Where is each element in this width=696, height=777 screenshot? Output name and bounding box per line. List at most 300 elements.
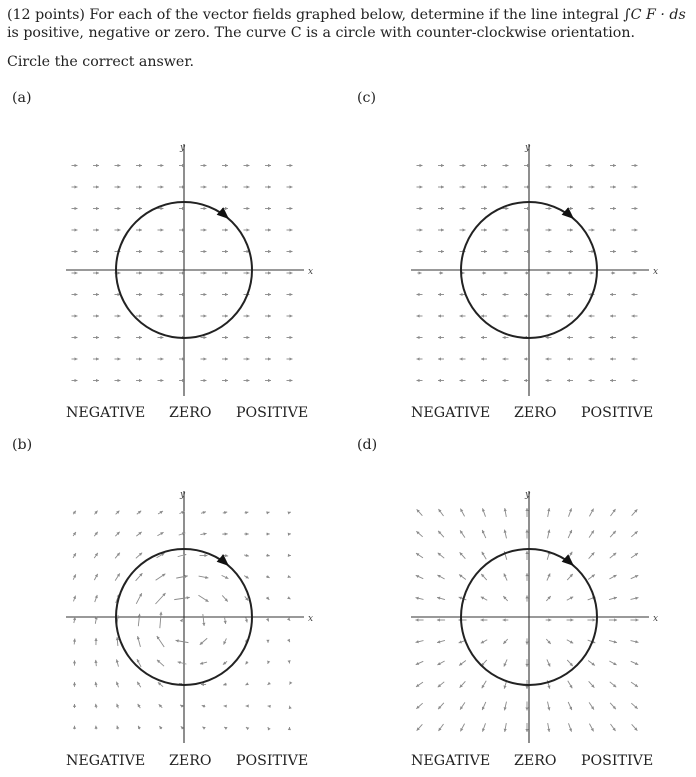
- field-arrow: [200, 638, 207, 644]
- orientation-arrow-icon: [562, 207, 574, 219]
- answer-zero-b[interactable]: ZERO: [169, 753, 212, 769]
- field-arrow: [610, 703, 616, 709]
- field-arrow: [287, 357, 293, 360]
- field-arrow: [93, 336, 99, 339]
- field-arrow: [567, 574, 573, 580]
- field-arrow: [95, 595, 98, 602]
- field-arrow: [525, 723, 528, 732]
- field-arrow: [265, 250, 271, 253]
- field-arrow: [546, 185, 552, 188]
- field-arrow: [547, 723, 550, 732]
- field-arrow: [201, 164, 207, 167]
- field-arrow: [265, 207, 271, 210]
- field-arrow: [157, 636, 164, 647]
- intro-text-a: (12 points) For each of the vector fields graphed below, determine if the line integral: [7, 7, 619, 23]
- field-arrow: [567, 164, 573, 167]
- plot-b-label: (b): [12, 437, 33, 453]
- x-axis-label: x: [308, 614, 314, 624]
- field-arrow: [459, 661, 466, 666]
- field-arrow: [268, 682, 271, 685]
- answer-positive-c[interactable]: POSITIVE: [581, 405, 654, 421]
- field-arrow: [417, 250, 423, 253]
- field-arrow: [201, 379, 207, 382]
- field-arrow: [244, 554, 249, 557]
- field-arrow: [417, 271, 421, 274]
- field-arrow: [609, 640, 617, 643]
- answer-row-d: [411, 753, 653, 769]
- field-arrow: [287, 336, 293, 339]
- instruction-text: Circle the correct answer.: [7, 54, 195, 70]
- field-arrow: [222, 228, 228, 231]
- field-arrow: [610, 207, 616, 210]
- field-arrow: [246, 704, 249, 707]
- field-arrow: [72, 293, 78, 296]
- field-arrow: [631, 553, 638, 558]
- field-arrow: [201, 185, 207, 188]
- field-arrow: [482, 681, 486, 688]
- field-arrow: [438, 682, 444, 687]
- y-axis-label: y: [180, 490, 186, 500]
- field-arrow: [73, 553, 76, 558]
- field-arrow: [481, 250, 487, 253]
- field-arrow: [416, 703, 422, 709]
- field-arrow: [72, 271, 78, 274]
- field-arrow: [416, 531, 422, 537]
- field-arrow: [546, 639, 550, 644]
- field-arrow: [158, 682, 163, 686]
- field-arrow: [460, 552, 466, 558]
- field-arrow: [265, 185, 271, 188]
- answer-negative-a[interactable]: NEGATIVE: [66, 405, 146, 421]
- field-arrow: [202, 705, 206, 708]
- field-arrow: [287, 164, 293, 167]
- field-arrow: [137, 636, 141, 647]
- field-arrow: [589, 509, 593, 517]
- field-arrow: [198, 595, 208, 601]
- answer-row-b: [66, 753, 308, 769]
- field-arrow: [417, 509, 423, 515]
- field-arrow: [73, 726, 76, 730]
- field-arrow: [136, 164, 142, 167]
- field-arrow: [610, 228, 616, 231]
- field-arrow: [525, 659, 528, 667]
- field-arrow: [437, 618, 445, 621]
- field-arrow: [136, 207, 142, 210]
- field-arrow: [245, 511, 249, 514]
- field-arrow: [244, 336, 250, 339]
- field-arrow: [589, 164, 595, 167]
- field-arrow: [525, 595, 528, 601]
- field-arrow: [437, 575, 444, 579]
- field-arrow: [417, 314, 423, 317]
- field-arrow: [94, 553, 98, 558]
- field-arrow: [73, 682, 76, 687]
- field-arrow: [93, 207, 99, 210]
- field-arrow: [115, 573, 120, 580]
- field-arrow: [287, 512, 290, 515]
- x-axis-label: x: [653, 614, 659, 624]
- field-arrow: [136, 271, 142, 274]
- field-arrow: [93, 357, 99, 360]
- field-arrow: [287, 379, 293, 382]
- field-arrow: [417, 228, 423, 231]
- field-arrow: [460, 702, 465, 709]
- field-arrow: [136, 228, 142, 231]
- field-arrow: [504, 508, 507, 517]
- field-arrow: [482, 508, 485, 516]
- field-arrow: [547, 508, 550, 517]
- field-arrow: [438, 531, 444, 537]
- field-arrow: [525, 638, 528, 644]
- field-arrow: [266, 511, 269, 514]
- field-arrow: [481, 185, 487, 188]
- field-arrow: [589, 379, 595, 382]
- field-arrow: [632, 207, 638, 210]
- field-arrow: [73, 532, 76, 536]
- field-arrow: [610, 724, 615, 731]
- field-arrow: [589, 681, 595, 687]
- field-arrow: [589, 314, 595, 317]
- field-arrow: [589, 724, 593, 732]
- field-arrow: [438, 185, 444, 188]
- field-arrow: [567, 293, 573, 296]
- field-arrow: [288, 727, 291, 730]
- field-arrow: [265, 271, 271, 274]
- field-arrow: [481, 228, 487, 231]
- field-arrow: [180, 705, 184, 708]
- field-arrow: [610, 250, 616, 253]
- field-arrow: [115, 357, 121, 360]
- field-arrow: [201, 207, 207, 210]
- field-arrow: [287, 575, 290, 578]
- field-arrow: [631, 661, 639, 665]
- field-arrow: [73, 660, 76, 665]
- field-arrow: [224, 705, 227, 708]
- field-arrow: [439, 271, 443, 274]
- field-arrow: [72, 336, 78, 339]
- field-arrow: [288, 660, 291, 663]
- field-arrow: [437, 640, 445, 643]
- field-arrow: [503, 379, 509, 382]
- field-arrow: [417, 207, 423, 210]
- field-arrow: [632, 185, 638, 188]
- field-arrow: [610, 164, 616, 167]
- field-arrow: [265, 336, 271, 339]
- field-arrow: [482, 552, 486, 559]
- answer-zero-c[interactable]: ZERO: [514, 405, 557, 421]
- field-arrow: [609, 575, 616, 579]
- field-arrow: [415, 618, 423, 621]
- field-arrow: [115, 185, 121, 188]
- field-arrow: [481, 336, 487, 339]
- field-arrow: [287, 207, 293, 210]
- field-arrow: [266, 640, 269, 643]
- field-arrow: [416, 553, 423, 558]
- field-arrow: [266, 532, 269, 535]
- field-arrow: [438, 250, 444, 253]
- field-arrow: [503, 596, 507, 601]
- field-arrow: [589, 530, 594, 537]
- field-arrow: [287, 293, 293, 296]
- field-arrow: [94, 511, 97, 515]
- field-arrow: [244, 228, 250, 231]
- intro-text-b: positive, negative or zero. The curve C is a circle with counter-clockwise orientation.: [23, 25, 635, 41]
- field-arrow: [632, 357, 638, 360]
- field-arrow: [416, 661, 424, 665]
- field-arrow: [546, 314, 552, 317]
- field-arrow: [460, 724, 464, 732]
- field-arrow: [287, 639, 290, 642]
- field-arrow: [287, 228, 293, 231]
- field-arrow: [589, 357, 595, 360]
- field-arrow: [459, 575, 466, 580]
- field-arrow: [567, 185, 573, 188]
- field-arrow: [156, 574, 166, 580]
- field-arrow: [265, 357, 271, 360]
- field-arrow: [458, 618, 466, 621]
- field-arrow: [437, 597, 445, 600]
- field-arrow: [460, 379, 466, 382]
- field-arrow: [222, 271, 228, 274]
- field-arrow: [222, 595, 228, 601]
- field-arrow: [223, 683, 227, 686]
- field-arrow: [567, 597, 573, 601]
- answer-positive-b[interactable]: POSITIVE: [236, 753, 309, 769]
- field-arrow: [438, 509, 443, 516]
- field-arrow: [155, 593, 165, 604]
- field-arrow: [417, 164, 423, 167]
- field-arrow: [546, 357, 552, 360]
- field-arrow: [567, 618, 574, 621]
- field-arrow: [94, 532, 97, 536]
- answer-zero-d[interactable]: ZERO: [514, 753, 557, 769]
- field-arrow: [158, 314, 164, 317]
- field-arrow: [73, 596, 76, 602]
- field-arrow: [244, 314, 250, 317]
- field-arrow: [589, 702, 594, 709]
- field-arrow: [222, 379, 228, 382]
- field-arrow: [503, 336, 509, 339]
- x-axis-label: x: [653, 267, 659, 277]
- field-arrow: [417, 185, 423, 188]
- field-arrow: [158, 379, 164, 382]
- answer-negative-b[interactable]: NEGATIVE: [66, 753, 146, 769]
- field-arrow: [416, 682, 423, 687]
- field-arrow: [503, 228, 509, 231]
- field-arrow: [115, 164, 121, 167]
- field-arrow: [588, 661, 595, 666]
- answer-positive-d[interactable]: POSITIVE: [581, 753, 654, 769]
- plot-d-label: (d): [357, 437, 378, 453]
- field-arrow: [222, 357, 228, 360]
- field-arrow: [481, 379, 487, 382]
- field-arrow: [138, 704, 141, 708]
- field-arrow: [244, 357, 250, 360]
- field-arrow: [568, 723, 571, 731]
- field-arrow: [460, 207, 466, 210]
- field-arrow: [222, 575, 229, 578]
- field-arrow: [525, 551, 528, 560]
- field-arrow: [72, 228, 78, 231]
- field-arrow: [481, 597, 487, 601]
- field-arrow: [222, 336, 228, 339]
- field-arrow: [72, 379, 78, 382]
- field-arrow: [460, 314, 466, 317]
- field-arrow: [482, 530, 486, 538]
- field-arrow: [438, 553, 444, 558]
- field-arrow: [287, 271, 293, 274]
- field-arrow: [460, 681, 466, 687]
- field-arrow: [200, 554, 208, 557]
- field-arrow: [546, 250, 552, 253]
- field-arrow: [246, 727, 249, 730]
- field-arrow: [504, 573, 507, 580]
- field-arrow: [438, 379, 444, 382]
- field-arrow: [158, 185, 164, 188]
- field-arrow: [200, 532, 206, 535]
- field-arrow: [138, 726, 141, 729]
- answer-negative-c[interactable]: NEGATIVE: [411, 405, 491, 421]
- field-arrow: [610, 293, 616, 296]
- field-arrow: [224, 727, 227, 730]
- field-arrow: [266, 554, 270, 557]
- field-arrow: [525, 573, 528, 581]
- field-arrow: [460, 336, 466, 339]
- field-arrow: [136, 379, 142, 382]
- field-arrow: [245, 596, 249, 600]
- field-arrow: [438, 336, 444, 339]
- vector-field-plot-d: [405, 485, 665, 747]
- field-arrow: [438, 314, 444, 317]
- field-arrow: [610, 553, 616, 558]
- field-arrow: [503, 639, 507, 644]
- answer-positive-a[interactable]: POSITIVE: [236, 405, 309, 421]
- field-arrow: [547, 573, 550, 580]
- field-arrow: [482, 271, 486, 274]
- field-arrow: [567, 640, 573, 644]
- field-arrow: [202, 614, 205, 626]
- field-arrow: [568, 271, 572, 274]
- answer-negative-d[interactable]: NEGATIVE: [411, 753, 491, 769]
- field-arrow: [94, 660, 97, 666]
- field-arrow: [72, 207, 78, 210]
- field-arrow: [589, 336, 595, 339]
- field-arrow: [115, 314, 121, 317]
- field-arrow: [481, 574, 487, 580]
- field-arrow: [632, 271, 636, 274]
- field-arrow: [244, 207, 250, 210]
- field-arrow: [611, 271, 615, 274]
- field-arrow: [481, 640, 487, 644]
- field-arrow: [460, 530, 465, 537]
- field-arrow: [287, 617, 290, 620]
- field-arrow: [567, 336, 573, 339]
- field-arrow: [460, 357, 466, 360]
- field-arrow: [115, 336, 121, 339]
- vector-field-plot-a: [60, 138, 320, 400]
- field-arrow: [417, 293, 423, 296]
- field-arrow: [438, 703, 444, 709]
- field-arrow: [93, 379, 99, 382]
- field-arrow: [610, 379, 616, 382]
- field-arrow: [632, 724, 638, 730]
- field-arrow: [176, 639, 189, 642]
- field-arrow: [437, 661, 444, 665]
- field-arrow: [588, 575, 595, 580]
- field-arrow: [288, 533, 291, 536]
- field-arrow: [610, 509, 615, 516]
- field-arrow: [525, 508, 528, 517]
- y-axis-label: y: [525, 143, 531, 153]
- field-arrow: [93, 164, 99, 167]
- field-arrow: [438, 357, 444, 360]
- field-arrow: [631, 575, 639, 579]
- field-arrow: [159, 612, 162, 628]
- field-arrow: [244, 575, 249, 578]
- field-arrow: [568, 702, 572, 710]
- field-arrow: [587, 618, 595, 621]
- field-arrow: [503, 314, 509, 317]
- field-arrow: [94, 682, 97, 687]
- field-arrow: [503, 250, 509, 253]
- field-arrow: [244, 185, 250, 188]
- field-arrow: [73, 639, 76, 645]
- y-axis-label: y: [525, 490, 531, 500]
- field-arrow: [200, 662, 207, 665]
- field-arrow: [610, 185, 616, 188]
- field-arrow: [157, 660, 164, 666]
- field-arrow: [417, 379, 423, 382]
- field-arrow: [481, 164, 487, 167]
- field-arrow: [116, 682, 119, 688]
- field-arrow: [174, 596, 190, 599]
- field-arrow: [610, 336, 616, 339]
- field-arrow: [610, 357, 616, 360]
- answer-zero-a[interactable]: ZERO: [169, 405, 212, 421]
- field-arrow: [157, 532, 163, 535]
- vector-field-plot-b: [60, 485, 320, 747]
- field-arrow: [289, 706, 292, 709]
- field-arrow: [525, 702, 528, 711]
- field-arrow: [115, 532, 119, 536]
- intro-text-is: is: [7, 25, 19, 41]
- field-arrow: [136, 250, 142, 253]
- field-arrow: [115, 207, 121, 210]
- field-arrow: [246, 661, 249, 664]
- field-arrow: [417, 336, 423, 339]
- field-arrow: [158, 336, 164, 339]
- field-arrow: [244, 164, 250, 167]
- field-arrow: [567, 660, 573, 666]
- field-arrow: [72, 185, 78, 188]
- field-arrow: [73, 511, 76, 515]
- field-arrow: [547, 659, 550, 666]
- field-arrow: [481, 314, 487, 317]
- field-arrow: [546, 618, 552, 621]
- field-arrow: [609, 618, 617, 621]
- field-arrow: [201, 314, 207, 317]
- field-arrow: [116, 659, 119, 666]
- field-arrow: [158, 511, 163, 514]
- field-arrow: [95, 726, 98, 730]
- line-integral-expression: ∫C F · ds: [623, 7, 686, 23]
- field-arrow: [589, 185, 595, 188]
- plot-a-label: (a): [12, 90, 32, 106]
- field-arrow: [460, 228, 466, 231]
- field-arrow: [265, 379, 271, 382]
- y-axis-label: y: [180, 143, 186, 153]
- field-arrow: [546, 379, 552, 382]
